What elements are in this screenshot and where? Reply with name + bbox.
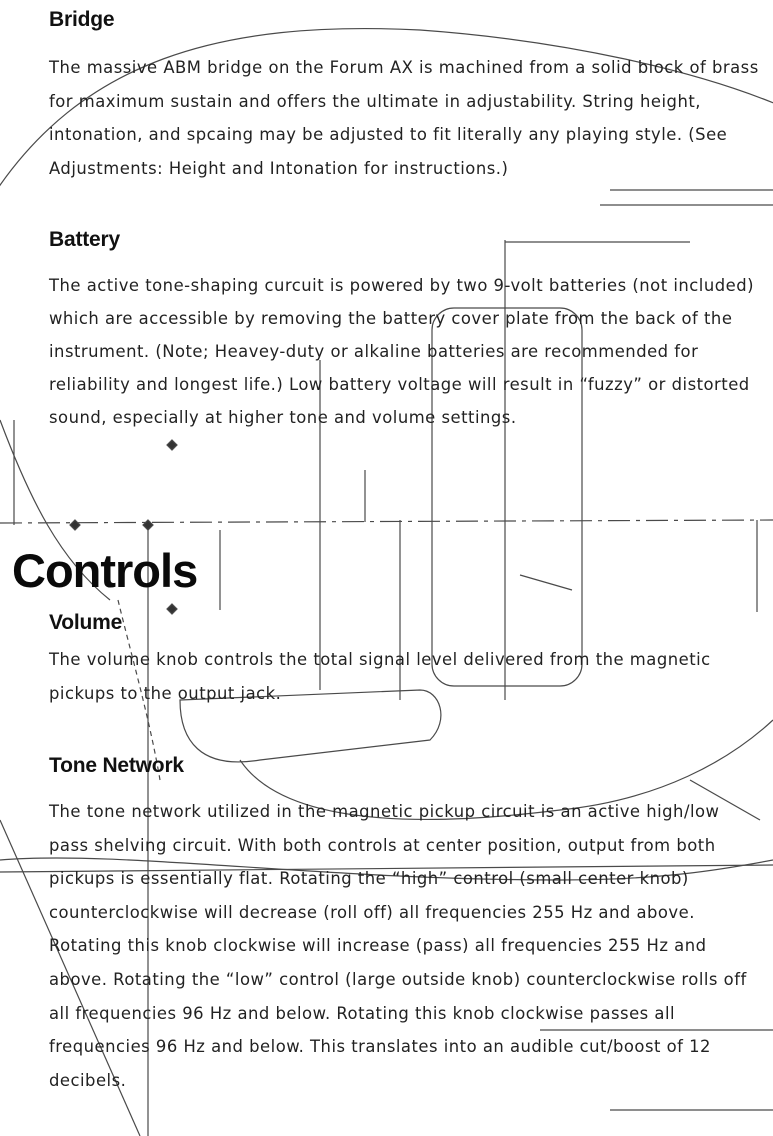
volume-paragraph: The volume knob controls the total signal level delivered from the magnetic pickups to the output jack.	[49, 650, 711, 703]
battery-heading: Battery	[49, 228, 120, 251]
bridge-heading: Bridge	[49, 8, 115, 31]
volume-heading: Volume	[49, 611, 123, 634]
bridge-paragraph: The massive ABM bridge on the Forum AX is machined from a solid block of brass for maximum sustain and offers the ultimate in adjustability. String height, intonation, and spcaing may be adjusted to fit literally any playing style. (See Adjustments: Height and Intonation for instructions.)	[49, 58, 759, 178]
tone-network-heading: Tone Network	[49, 754, 184, 777]
tone-network-paragraph: The tone network utilized in the magnetic pickup circuit is an active high/low pass shelving circuit. With both controls at center position, output from both pickups is essentially flat. Rotating the “high” control (small center knob) counterclockwise will decrease (roll off) all frequencies 255 Hz and above. Rotating this knob clockwise will increase (pass) all frequencies 255 Hz and above. Rotating the “low” control (large outside knob) counterclockwise rolls off all frequencies 96 Hz and below. Rotating this knob clockwise passes all frequencies 96 Hz and below. This translates into an audible cut/boost of 12 decibels.	[49, 802, 747, 1090]
battery-paragraph: The active tone-shaping curcuit is powered by two 9-volt batteries (not included) which are accessible by removing the battery cover plate from the back of the instrument. (Note; Heavey-duty or alkaline batteries are recommended for reliability and longest life.) Low battery voltage will result in “fuzzy” or distorted sound, especially at higher tone and volume settings.	[49, 276, 755, 427]
controls-heading: Controls	[12, 544, 198, 597]
